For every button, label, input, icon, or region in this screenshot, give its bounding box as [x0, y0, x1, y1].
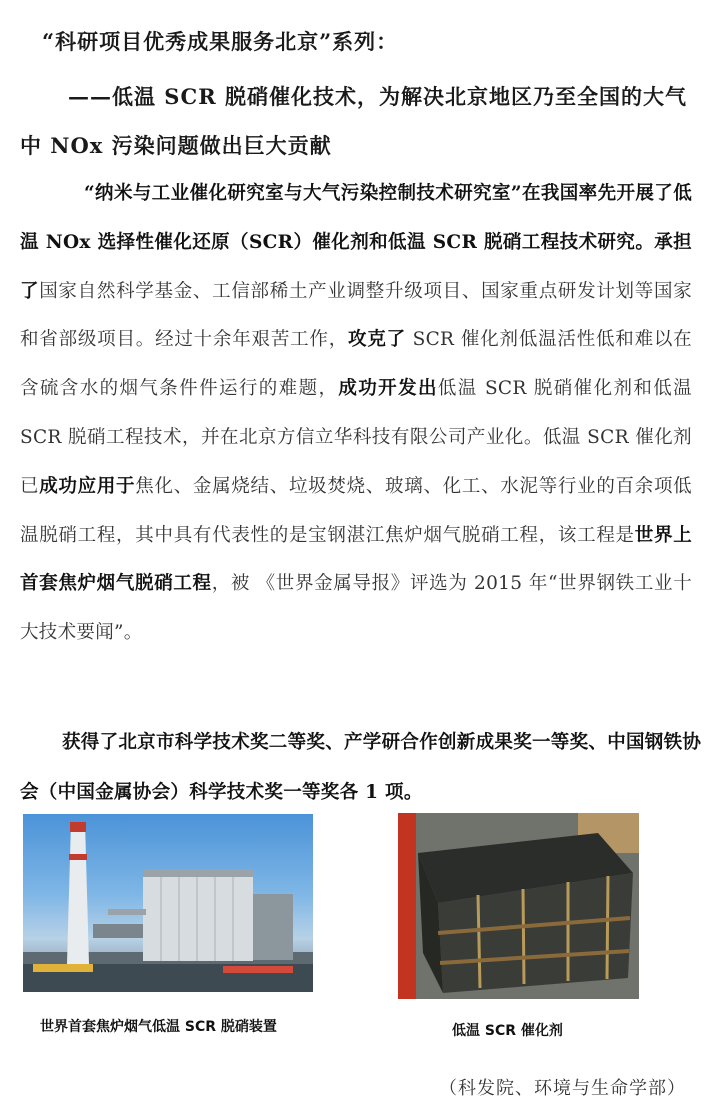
para1-text-projects: 国家自然科学基金、工信部稀土产业调整升级项目、国家重点研发计划等国家和省部级项目。经过十余年艰苦工作， [20, 280, 692, 351]
plant-photo [23, 814, 313, 992]
para1-emph-applied: 成功应用于 [39, 475, 136, 497]
para1-emph-developed: 成功开发出 [338, 378, 438, 400]
body-paragraph-1 [20, 170, 692, 658]
series-title: “科研项目优秀成果服务北京”系列： [42, 29, 399, 54]
para1-lead: “纳米与工业催化研究室与大气污染控制技术研究室”在我国率先开展了低温 NOx 选择性催化还原（SCR）催化剂和低温 SCR 脱硝工程技术研究。 [20, 183, 692, 253]
catalyst-photo [398, 813, 639, 999]
para1-emph-world-first: 世界上首套焦炉烟气脱硝工程 [20, 524, 692, 595]
catalyst-illustration [398, 813, 639, 999]
plant-photo-caption: 世界首套焦炉烟气低温 SCR 脱硝装置 [40, 1019, 277, 1035]
catalyst-photo-caption: 低温 SCR 催化剂 [452, 1023, 563, 1039]
para1-emph-undertook: 承担了 [20, 231, 692, 302]
para1-text-industrialized: 低温 SCR 脱硝催化剂和低温 SCR 脱硝工程技术，并在北京方信立华科技有限公司产业化。低温 SCR 催化剂已 [20, 378, 692, 497]
plant-illustration [23, 814, 313, 992]
para1-text-problem: SCR 催化剂低温活性低和难以在含硫含水的烟气条件件运行的难题， [20, 329, 692, 400]
para1-text-award: ，被 《世界金属导报》评选为 2015 年“世界钢铁工业十大技术要闻”。 [20, 573, 692, 644]
source-attribution: （科发院、环境与生命学部） [439, 1078, 686, 1099]
article-subtitle: ——低温 SCR 脱硝催化技术，为解决北京地区乃至全国的大气中 NOx 污染问题做出巨大贡献 [20, 84, 687, 158]
para1-text-applications: 焦化、金属烧结、垃圾焚烧、玻璃、化工、水泥等行业的百余项低温脱硝工程，其中具有代表性的是宝钢湛江焦炉烟气脱硝工程，该工程是 [20, 475, 692, 546]
body-paragraph-2: 获得了北京市科学技术奖二等奖、产学研合作创新成果奖一等奖、中国钢铁协会（中国金属协会）科学技术奖一等奖各 1 项。 [20, 732, 702, 803]
para1-emph-overcame: 攻克了 [348, 329, 406, 351]
